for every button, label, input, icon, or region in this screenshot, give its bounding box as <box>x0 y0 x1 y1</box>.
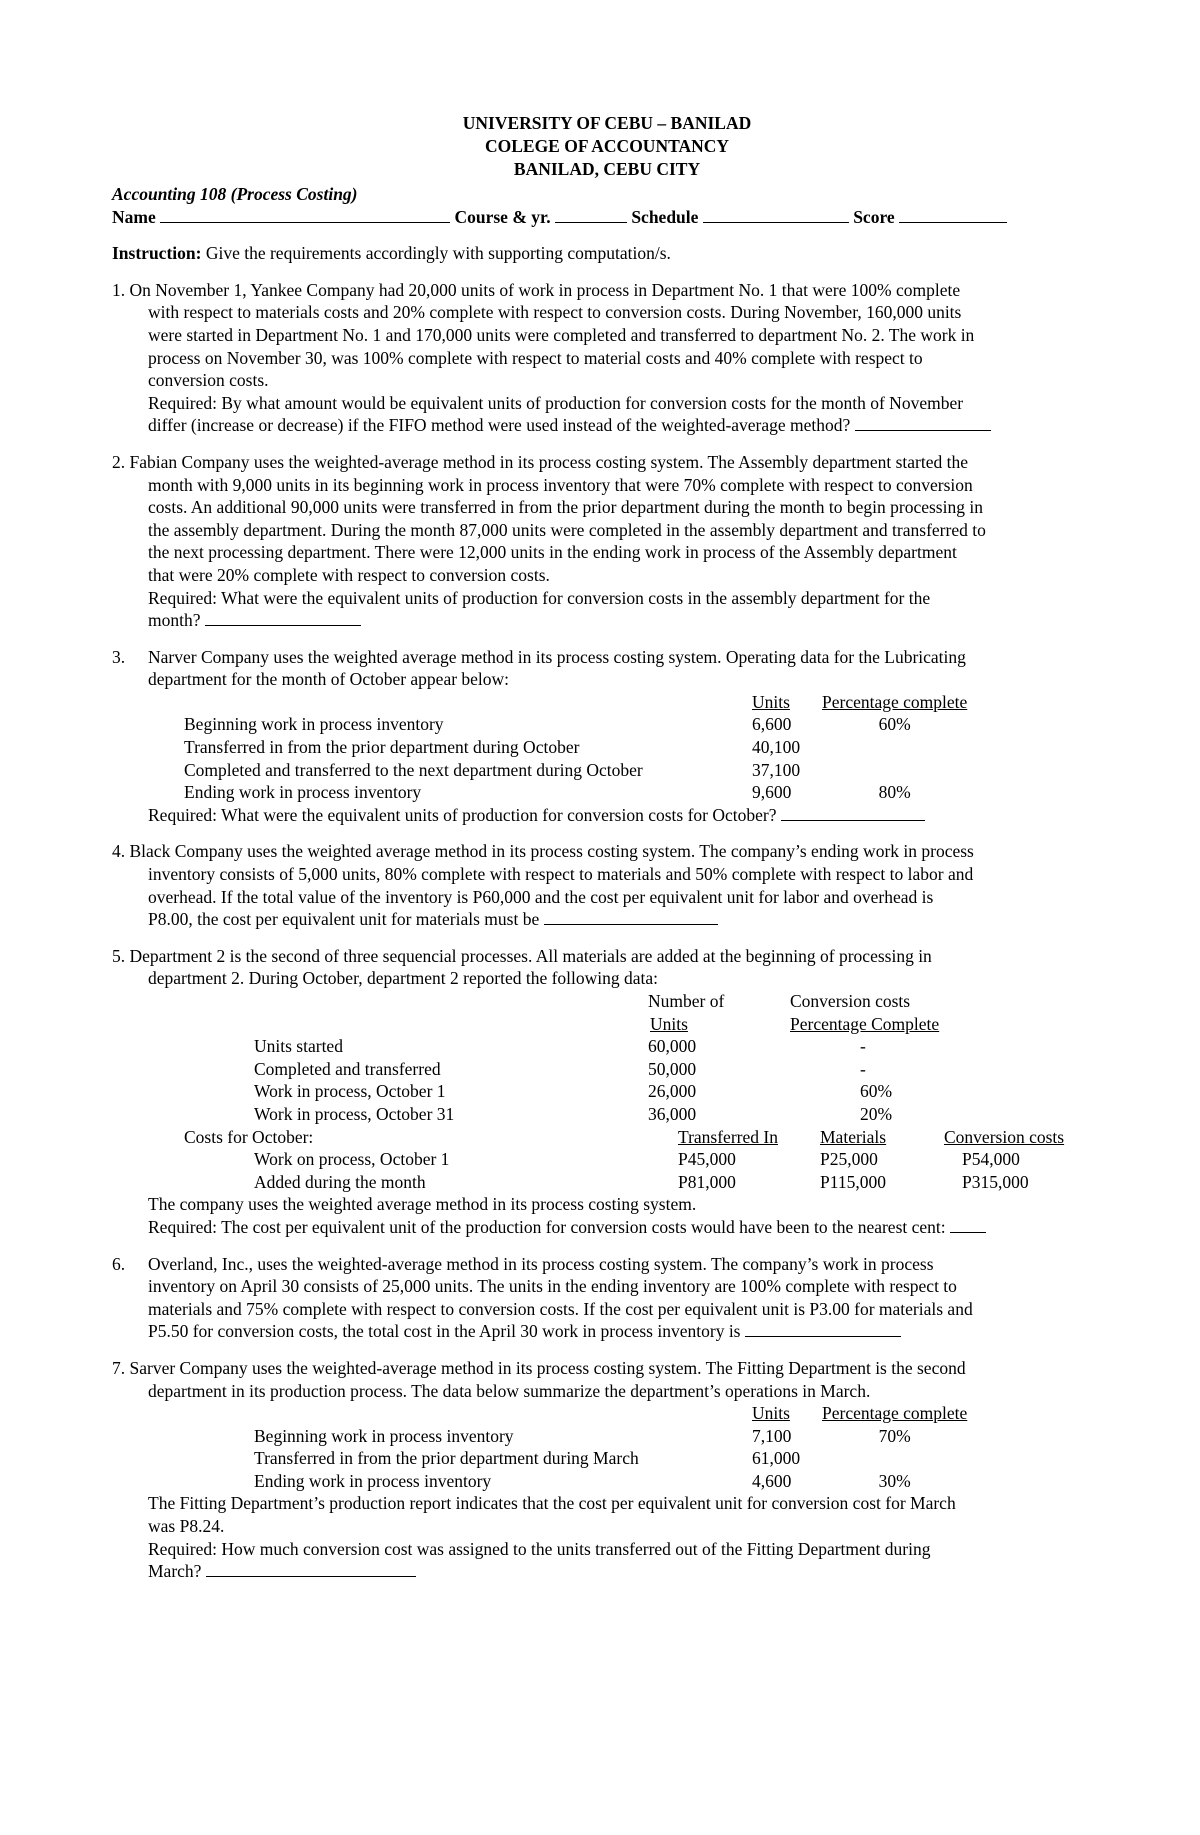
row-units: 7,100 <box>752 1425 792 1446</box>
q3-col-units: Units <box>752 691 790 712</box>
q7-line: was P8.24. <box>148 1516 225 1537</box>
student-info-row <box>112 206 1102 229</box>
row-units: 60,000 <box>648 1036 697 1057</box>
question-4 <box>112 840 1102 930</box>
q3-answer-line <box>112 804 1102 827</box>
course-field[interactable] <box>555 207 627 223</box>
q6-line: materials and 75% complete with respect to conversion costs. If the cost per equivalent unit is P3.00 for materials and <box>148 1298 973 1319</box>
row-label: Completed and transferred <box>254 1058 441 1079</box>
q4-answer-field[interactable] <box>544 909 718 925</box>
q4-required: P8.00, the cost per equivalent unit for materials must be <box>148 909 540 930</box>
row-label: Beginning work in process inventory <box>184 714 444 735</box>
q7-col-pct: Percentage complete <box>822 1403 968 1424</box>
row-pct: - <box>860 1036 866 1057</box>
row-pct: - <box>860 1058 866 1079</box>
q5-costs-table <box>184 1126 1064 1194</box>
row-materials: P25,000 <box>820 1149 878 1170</box>
schedule-label: Schedule <box>631 206 699 227</box>
row-label: Work in process, October 1 <box>254 1081 446 1102</box>
exam-page <box>112 112 1102 1583</box>
row-pct: 80% <box>878 782 911 803</box>
q3-required: Required: What were the equivalent units of production for conversion costs for October? <box>148 804 777 825</box>
question-6 <box>112 1253 1102 1343</box>
row-label: Beginning work in process inventory <box>254 1425 514 1446</box>
q5-line: 5. Department 2 is the second of three sequencial processes. All materials are added at the beginning of processing in <box>112 945 932 966</box>
q6-answer-field[interactable] <box>745 1321 901 1337</box>
schedule-field[interactable] <box>703 207 849 223</box>
q4-answer-line <box>112 908 1102 931</box>
q6-line <box>112 1253 1102 1276</box>
row-pct <box>822 1447 967 1470</box>
q7-col-units: Units <box>752 1403 790 1424</box>
row-transferred-in: P81,000 <box>678 1171 736 1192</box>
course-label: Course & yr. <box>454 206 551 227</box>
q2-line: Required: What were the equivalent units of production for conversion costs in the assembly department for the <box>148 587 931 608</box>
q2-line: the assembly department. During the month 87,000 units were completed in the assembly department and transferred to <box>148 519 986 540</box>
table-row <box>254 1425 967 1448</box>
table-row <box>184 713 967 736</box>
row-label: Transferred in from the prior department during March <box>254 1448 639 1469</box>
q5-col-materials: Materials <box>820 1126 887 1147</box>
q2-answer-line <box>112 609 1102 632</box>
q1-line: with respect to materials costs and 20% complete with respect to conversion costs. During November, 160,000 units <box>148 302 962 323</box>
q5-col-conversion: Conversion costs <box>790 991 911 1011</box>
row-units: 37,100 <box>752 759 801 780</box>
question-7 <box>112 1357 1102 1583</box>
row-conversion: P54,000 <box>962 1149 1020 1170</box>
table-row <box>254 1447 967 1470</box>
q1-answer-field[interactable] <box>855 415 991 431</box>
q2-answer-field[interactable] <box>205 610 361 626</box>
q5-col-number-of: Number of <box>648 991 725 1011</box>
instruction <box>112 242 1102 265</box>
table-row <box>184 736 967 759</box>
q5-col-conversion-costs: Conversion costs <box>944 1126 1065 1147</box>
table-row <box>148 1103 939 1126</box>
row-pct: 70% <box>878 1425 911 1446</box>
table-row <box>148 1058 939 1081</box>
university-name: UNIVERSITY OF CEBU – BANILAD <box>462 113 752 133</box>
row-transferred-in: P45,000 <box>678 1149 736 1170</box>
q3-line: department for the month of October appear below: <box>148 669 510 690</box>
q2-line: month with 9,000 units in its beginning work in process inventory that were 70% complete with respect to conversion <box>148 474 973 495</box>
q3-answer-field[interactable] <box>781 805 925 821</box>
table-row <box>184 1171 1064 1194</box>
q4-line: overhead. If the total value of the inventory is P60,000 and the cost per equivalent unit for labor and overhead is <box>148 886 934 907</box>
q6-number: 6. <box>112 1253 126 1274</box>
q1-line: Required: By what amount would be equivalent units of production for conversion costs for the month of November <box>148 392 964 413</box>
row-label: Added during the month <box>254 1171 426 1192</box>
q5-costs-label: Costs for October: <box>184 1126 314 1147</box>
score-label: Score <box>853 206 895 227</box>
question-3 <box>112 646 1102 827</box>
name-label: Name <box>112 206 156 227</box>
table-row <box>148 1080 939 1103</box>
q6-text: Overland, Inc., uses the weighted-average method in its process costing system. The company’s work in process <box>148 1253 934 1274</box>
q5-units-table <box>148 990 939 1126</box>
q3-text: Narver Company uses the weighted average method in its process costing system. Operating data for the Lubricating <box>148 646 966 667</box>
q5-line: department 2. During October, department 2 reported the following data: <box>148 968 659 989</box>
question-5 <box>112 945 1102 1239</box>
table-row <box>184 759 967 782</box>
q5-col-transferred-in: Transferred In <box>678 1126 778 1147</box>
q7-line: Required: How much conversion cost was assigned to the units transferred out of the Fitting Department during <box>148 1538 931 1559</box>
q1-line: process on November 30, was 100% complete with respect to material costs and 40% complete with respect to <box>148 347 923 368</box>
table-row <box>254 1470 967 1493</box>
q1-line: were started in Department No. 1 and 170,000 units were completed and transferred to department No. 2. The work in <box>148 324 975 345</box>
q5-answer-line <box>112 1216 1102 1239</box>
location: BANILAD, CEBU CITY <box>513 159 701 179</box>
q7-line: The Fitting Department’s production report indicates that the cost per equivalent unit for conversion cost for March <box>148 1493 956 1514</box>
q5-answer-field[interactable] <box>950 1217 986 1233</box>
q5-note: The company uses the weighted average method in its process costing system. <box>148 1194 697 1215</box>
q6-answer-line <box>112 1320 1102 1343</box>
q7-answer-line <box>112 1560 1102 1583</box>
row-pct: 60% <box>878 714 911 735</box>
q2-line: costs. An additional 90,000 units were transferred in from the prior department during the month to begin processing in <box>148 497 983 518</box>
q7-answer-field[interactable] <box>206 1561 416 1577</box>
row-label: Work on process, October 1 <box>254 1149 450 1170</box>
q7-required-end: March? <box>148 1561 202 1582</box>
q2-line: that were 20% complete with respect to conversion costs. <box>148 564 550 585</box>
college-name: COLEGE OF ACCOUNTANCY <box>484 136 730 156</box>
name-field[interactable] <box>160 207 450 223</box>
q3-number: 3. <box>112 646 126 667</box>
q4-line: inventory consists of 5,000 units, 80% complete with respect to materials and 50% complete with respect to labor and <box>148 864 974 885</box>
q5-col-pct: Percentage Complete <box>790 1013 940 1034</box>
q2-required-end: month? <box>148 610 201 631</box>
row-units: 9,600 <box>752 782 792 803</box>
q4-line: 4. Black Company uses the weighted average method in its process costing system. The company’s ending work in process <box>112 841 974 862</box>
table-row <box>184 1148 1064 1171</box>
row-units: 40,100 <box>752 737 801 758</box>
row-units: 26,000 <box>648 1081 697 1102</box>
row-pct: 30% <box>878 1470 911 1491</box>
q5-col-units: Units <box>650 1013 688 1034</box>
row-units: 61,000 <box>752 1448 801 1469</box>
row-pct: 20% <box>860 1103 893 1124</box>
row-pct: 60% <box>860 1081 893 1102</box>
row-label: Ending work in process inventory <box>254 1470 492 1491</box>
row-units: 50,000 <box>648 1058 697 1079</box>
row-pct <box>822 736 967 759</box>
instruction-label: Instruction: <box>112 243 202 264</box>
instruction-text: Give the requirements accordingly with supporting computation/s. <box>205 243 671 264</box>
q2-line: 2. Fabian Company uses the weighted-average method in its process costing system. The Assembly department started the <box>112 451 969 472</box>
row-units: 6,600 <box>752 714 792 735</box>
row-conversion: P315,000 <box>962 1171 1029 1192</box>
row-label: Ending work in process inventory <box>184 782 422 803</box>
q2-line: the next processing department. There were 12,000 units in the ending work in process of the Assembly department <box>148 542 957 563</box>
row-label: Units started <box>254 1036 343 1057</box>
row-units: 36,000 <box>648 1103 697 1124</box>
q3-line <box>112 646 1102 669</box>
row-label: Work in process, October 31 <box>254 1103 455 1124</box>
q1-line: conversion costs. <box>148 370 269 391</box>
question-1 <box>112 279 1102 437</box>
q3-col-pct: Percentage complete <box>822 691 968 712</box>
q7-table <box>254 1402 967 1492</box>
course-title: Accounting 108 (Process Costing) <box>112 184 358 204</box>
row-pct <box>822 759 967 782</box>
q6-line: inventory on April 30 consists of 25,000 units. The units in the ending inventory are 100% complete with respect to <box>148 1276 957 1297</box>
q7-line: 7. Sarver Company uses the weighted-average method in its process costing system. The Fitting Department is the second <box>112 1357 966 1378</box>
q1-answer-line <box>112 414 1102 437</box>
row-units: 4,600 <box>752 1470 792 1491</box>
score-field[interactable] <box>899 207 1007 223</box>
q6-required: P5.50 for conversion costs, the total cost in the April 30 work in process inventory is <box>148 1321 741 1342</box>
q7-line: department in its production process. The data below summarize the department’s operations in March. <box>148 1380 871 1401</box>
table-row <box>184 781 967 804</box>
question-2 <box>112 451 1102 632</box>
row-materials: P115,000 <box>820 1171 886 1192</box>
row-label: Transferred in from the prior department during October <box>184 737 580 758</box>
q3-table <box>184 691 967 804</box>
q1-line: 1. On November 1, Yankee Company had 20,000 units of work in process in Department No. 1 that were 100% complete <box>112 279 961 300</box>
q5-required: Required: The cost per equivalent unit of the production for conversion costs would have been to the nearest cent: <box>148 1216 946 1237</box>
table-row <box>148 1035 939 1058</box>
q1-required: differ (increase or decrease) if the FIFO method were used instead of the weighted-average method? <box>148 415 851 436</box>
row-label: Completed and transferred to the next department during October <box>184 759 643 780</box>
